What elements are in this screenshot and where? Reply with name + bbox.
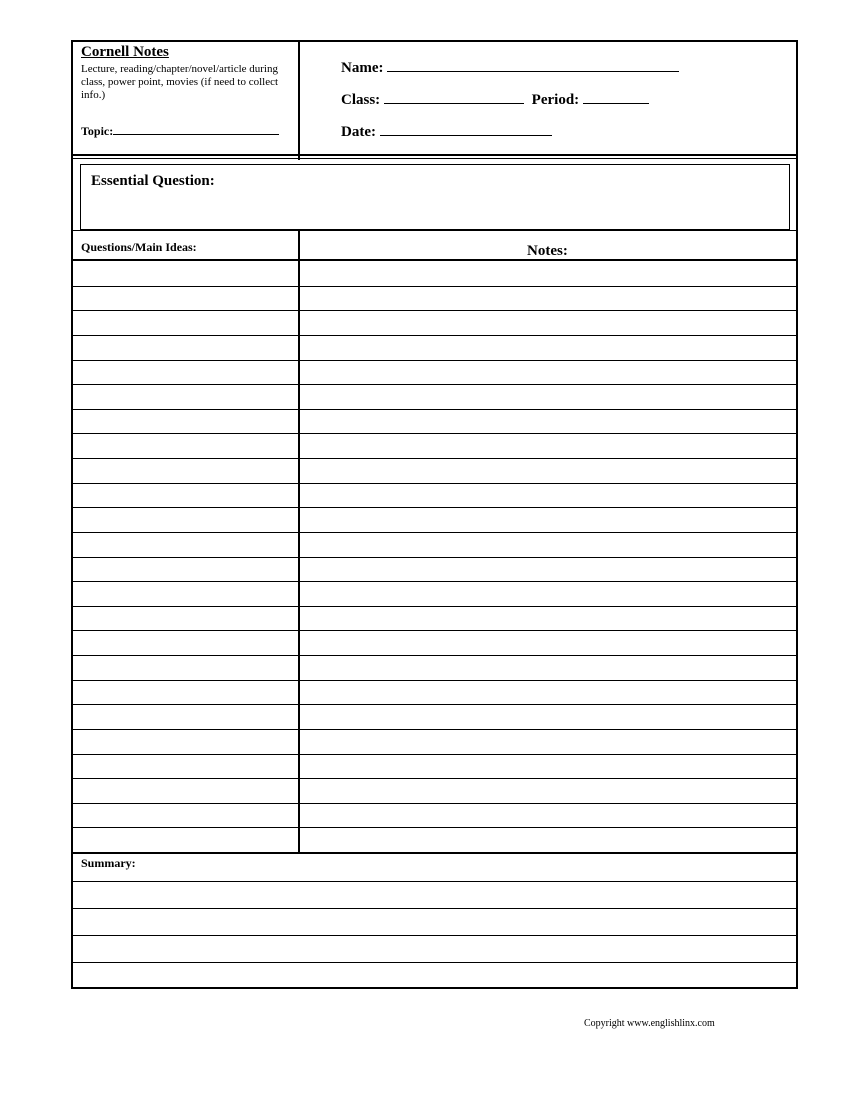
column-header-top-rule bbox=[73, 230, 796, 231]
notes-column-label: Notes: bbox=[527, 243, 568, 259]
name-label: Name: bbox=[341, 60, 384, 76]
note-row-line bbox=[73, 483, 796, 484]
date-field[interactable] bbox=[341, 121, 552, 141]
note-row-line bbox=[73, 310, 796, 311]
note-row-line bbox=[73, 360, 796, 361]
column-header-bottom-rule bbox=[73, 259, 796, 261]
note-row-line bbox=[73, 557, 796, 558]
class-blank[interactable] bbox=[384, 89, 524, 104]
summary-row-line bbox=[73, 962, 796, 963]
date-blank[interactable] bbox=[380, 121, 552, 136]
summary-row-line bbox=[73, 881, 796, 882]
period-blank[interactable] bbox=[583, 89, 649, 104]
period-label: Period: bbox=[531, 92, 580, 108]
copyright-text: Copyright www.englishlinx.com bbox=[584, 1018, 715, 1029]
topic-blank[interactable] bbox=[113, 120, 279, 135]
note-row-line bbox=[73, 433, 796, 434]
sheet-description: Lecture, reading/chapter/novel/article during class, power point, movies (if need to collect info.) bbox=[81, 63, 279, 101]
note-row-line bbox=[73, 827, 796, 828]
note-row-line bbox=[73, 507, 796, 508]
questions-column-label: Questions/Main Ideas: bbox=[81, 240, 197, 254]
class-period-row bbox=[341, 89, 649, 109]
summary-row-line bbox=[73, 908, 796, 909]
note-row-line bbox=[73, 335, 796, 336]
header-bottom-rule bbox=[73, 154, 796, 156]
note-row-line bbox=[73, 729, 796, 730]
header-divider bbox=[298, 42, 300, 160]
date-label: Date: bbox=[341, 124, 376, 140]
note-row-line bbox=[73, 630, 796, 631]
note-row-line bbox=[73, 532, 796, 533]
note-row-line bbox=[73, 286, 796, 287]
note-row-line bbox=[73, 384, 796, 385]
name-blank[interactable] bbox=[387, 57, 679, 72]
column-divider bbox=[298, 231, 300, 854]
note-row-line bbox=[73, 704, 796, 705]
topic-label: Topic: bbox=[81, 124, 114, 138]
sheet-title: Cornell Notes bbox=[81, 44, 169, 60]
summary-label: Summary: bbox=[81, 856, 136, 870]
note-row-line bbox=[73, 680, 796, 681]
note-row-line bbox=[73, 778, 796, 779]
note-row-line bbox=[73, 409, 796, 410]
note-row-line bbox=[73, 754, 796, 755]
header-bottom-rule-thin bbox=[73, 158, 796, 159]
note-row-line bbox=[73, 581, 796, 582]
class-label: Class: bbox=[341, 92, 381, 108]
essential-question-box[interactable] bbox=[80, 164, 790, 230]
summary-top-rule bbox=[73, 852, 796, 854]
note-row-line bbox=[73, 803, 796, 804]
cornell-notes-sheet bbox=[71, 40, 798, 989]
summary-row-line bbox=[73, 935, 796, 936]
note-row-line bbox=[73, 655, 796, 656]
note-row-line bbox=[73, 606, 796, 607]
topic-field[interactable] bbox=[81, 120, 279, 139]
note-row-line bbox=[73, 458, 796, 459]
name-field[interactable] bbox=[341, 57, 679, 77]
essential-question-label: Essential Question: bbox=[91, 173, 215, 189]
